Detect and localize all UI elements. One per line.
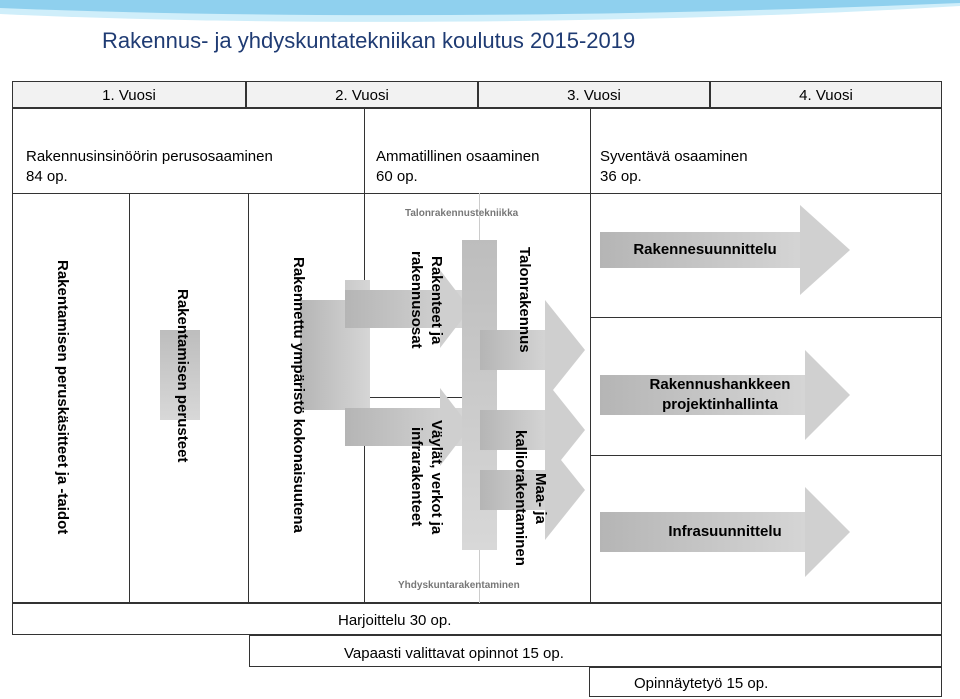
- year-3: 3. Vuosi: [478, 81, 710, 108]
- mid-label-talonrakennus: Talonrakennus: [516, 247, 533, 353]
- right-label-infrasuunnittelu: Infrasuunnittelu: [668, 523, 782, 540]
- page-title: Rakennus- ja yhdyskuntatekniikan koulutus 2015-2019: [102, 28, 636, 53]
- opinnaytetyo-label: Opinnäytetyö 15 op.: [634, 675, 769, 692]
- phase-advanced-credits: 36 op.: [600, 168, 642, 185]
- mid-label-vaylat: Väylät, verkot ja infrarakenteet: [408, 419, 445, 535]
- phase-advanced-name: Syventävä osaaminen: [600, 148, 748, 165]
- branch-label-top: Talonrakennustekniikka: [405, 208, 519, 219]
- year-1: 1. Vuosi: [12, 81, 246, 108]
- column-label-1: Rakentamisen peruskäsitteet ja -taidot: [54, 259, 71, 535]
- phase-basic-name: Rakennusinsinöörin perusosaaminen: [26, 148, 273, 165]
- right-label-projektinhallinta: Rakennushankkeen projektinhallinta: [649, 376, 791, 413]
- right-label-rakennesuunnittelu: Rakennesuunnittelu: [633, 241, 777, 258]
- vapaasti-label: Vapaasti valittavat opinnot 15 op.: [344, 645, 564, 662]
- mid-label-maa: Maa- ja kalliorakentaminen: [512, 430, 549, 566]
- arrow-mid-shaft-1: [480, 330, 550, 370]
- phase-professional-credits: 60 op.: [376, 168, 418, 185]
- phase-basic-credits: 84 op.: [26, 168, 68, 185]
- column-label-3: Rakennettu ympäristö kokonaisuutena: [290, 257, 307, 533]
- harjoittelu-row: [12, 603, 942, 635]
- year-2: 2. Vuosi: [246, 81, 478, 108]
- branch-label-bottom: Yhdyskuntarakentaminen: [398, 580, 520, 591]
- arrow-mid-head-1: [545, 300, 585, 400]
- mid-label-rakenteet: Rakenteet ja rakennusosat: [408, 251, 445, 349]
- harjoittelu-label: Harjoittelu 30 op.: [338, 612, 452, 629]
- year-4: 4. Vuosi: [710, 81, 942, 108]
- column-label-2: Rakentamisen perusteet: [174, 289, 191, 463]
- phase-professional-name: Ammatillinen osaaminen: [376, 148, 540, 165]
